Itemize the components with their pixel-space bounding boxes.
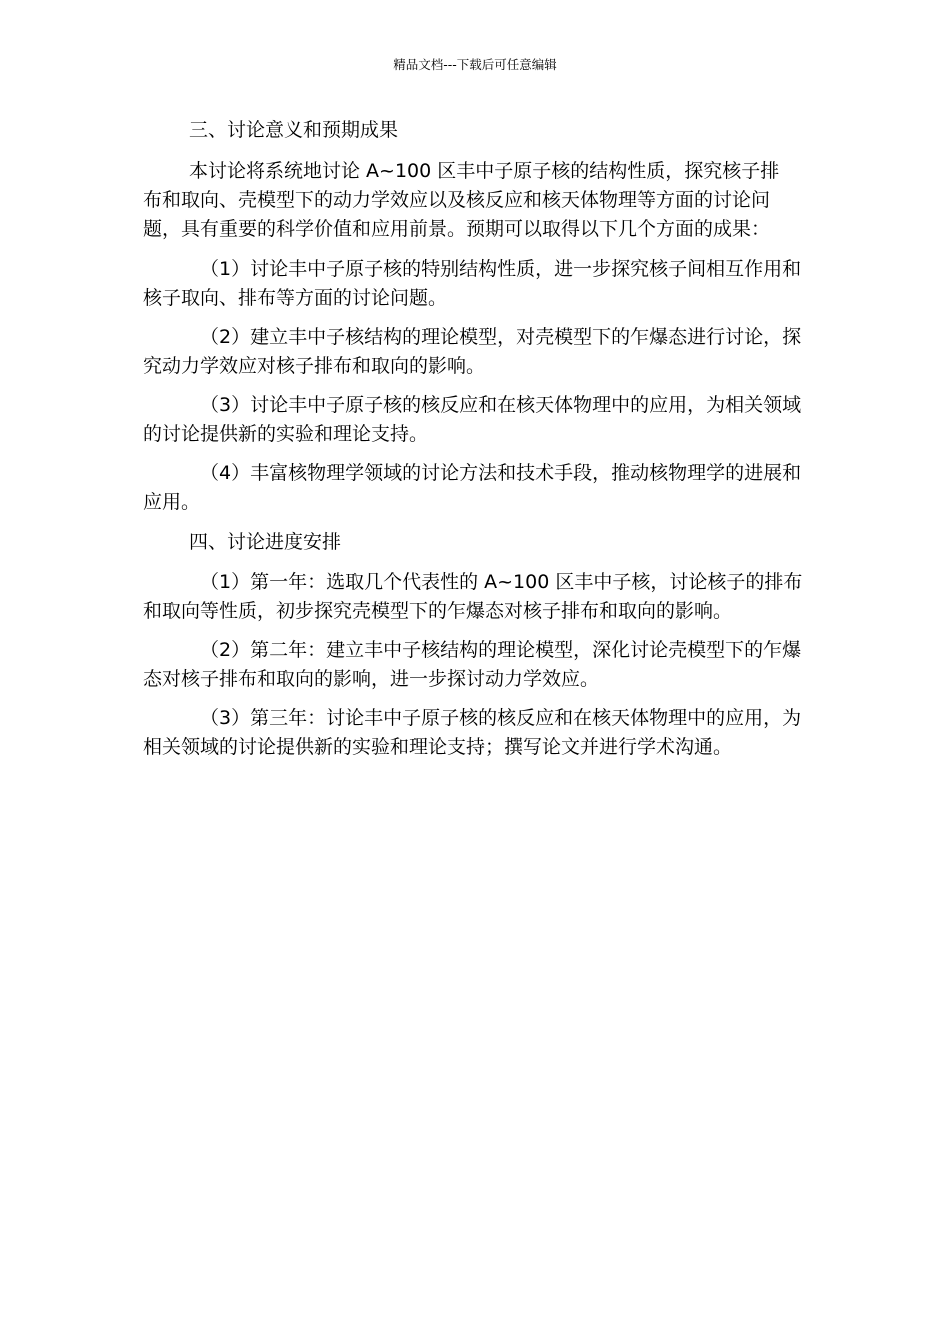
outcome-item: （2）建立丰中子核结构的理论模型，对壳模型下的乍爆态进行讨论，探究动力学效应对核子排布和取向的影响。 xyxy=(143,326,802,377)
document-body xyxy=(143,116,808,762)
outcome-item: （3）讨论丰中子原子核的核反应和在核天体物理中的应用，为相关领域的讨论提供新的实验和理论支持。 xyxy=(143,394,802,445)
schedule-item: （2）第二年：建立丰中子核结构的理论模型，深化讨论壳模型下的乍爆态对核子排布和取向的影响，进一步探讨动力学效应。 xyxy=(143,639,802,690)
intro-paragraph: 本讨论将系统地讨论 A~100 区丰中子原子核的结构性质，探究核子排布和取向、壳模型下的动力学效应以及核反应和核天体物理等方面的讨论问题，具有重要的科学价值和应用前景。预期可以取得以下几个方面的成果： xyxy=(143,160,780,240)
schedule-item: （3）第三年：讨论丰中子原子核的核反应和在核天体物理中的应用，为相关领域的讨论提供新的实验和理论支持；撰写论文并进行学术沟通。 xyxy=(143,707,802,758)
schedule-item: （1）第一年：选取几个代表性的 A~100 区丰中子核，讨论核子的排布和取向等性质，初步探究壳模型下的乍爆态对核子排布和取向的影响。 xyxy=(143,571,803,622)
outcome-item: （4）丰富核物理学领域的讨论方法和技术手段，推动核物理学的进展和应用。 xyxy=(143,462,802,513)
section-heading: 四、讨论进度安排 xyxy=(189,531,342,553)
page-header: 精品文档---下载后可任意编辑 xyxy=(393,57,557,72)
section-heading: 三、讨论意义和预期成果 xyxy=(189,119,399,141)
outcome-item: （1）讨论丰中子原子核的特别结构性质，进一步探究核子间相互作用和核子取向、排布等方面的讨论问题。 xyxy=(143,258,802,309)
